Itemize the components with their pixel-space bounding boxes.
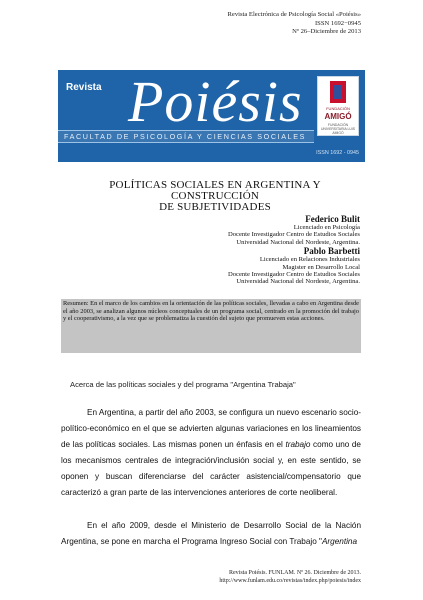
abstract-box	[61, 299, 361, 353]
footer-citation: Revista Poiésis. FUNLAM. Nº 26. Diciembre de 2013.	[228, 570, 361, 576]
page-footer	[219, 570, 361, 585]
footer-url[interactable]: http://www.funlam.edu.co/revistas/index.php/poiesis/index	[219, 577, 361, 584]
amigo-logo	[317, 76, 359, 136]
banner-faculty-text: FACULTAD DE PSICOLOGÍA Y CIENCIAS SOCIALES	[64, 132, 307, 141]
body-paragraph	[61, 518, 361, 550]
banner-logo-text: Poiésis	[128, 70, 303, 134]
author-name: Federico Bulit	[305, 214, 360, 224]
author-affiliation: Universidad Nacional del Nordeste, Argentina.	[236, 238, 360, 246]
abstract-label: Resumen:	[63, 300, 89, 307]
abstract-text: En el marco de los cambios en la orientación de las políticas sociales, llevadas a cabo en Argentina desde el año 2003, se analizan algunos núcleos conceptuales de un programa social, centrado en la promoción del trabajo y el cooperativismo, a la vez que se problematiza la cuestión del sujeto que promueven estas acciones.	[63, 300, 359, 323]
journal-name: Revista Electrónica de Psicología Social «Poiésis»	[227, 11, 361, 18]
article-title-line1: POLÍTICAS SOCIALES EN ARGENTINA Y CONSTRUCCIÓN	[109, 179, 321, 202]
author-affiliation: Docente Investigador Centro de Estudios Sociales	[227, 271, 360, 279]
journal-issn: ISSN 1692−0945	[314, 19, 361, 27]
article-title-line2: DE SUBJETIVIDADES	[159, 201, 271, 213]
banner-revista: Revista	[66, 82, 102, 93]
author-affiliation: Licenciado en Relaciones Industriales	[259, 256, 360, 264]
author-affiliation: Universidad Nacional del Nordeste, Argentina.	[236, 278, 360, 286]
journal-header	[228, 11, 362, 37]
body-paragraph	[61, 405, 361, 501]
body-emphasis: trabajo	[285, 440, 311, 449]
author-name: Pablo Barbetti	[303, 246, 360, 257]
body-text: En Argentina, a partir del año 2003, se configura un nuevo escenario socio-político-económico en el que se advierten algunas variaciones en los lineamientos de las políticas sociales. Las mismas ponen un énfasis en el	[61, 408, 361, 449]
body-text: como uno de los mecanismos centrales de integración/inclusión social y, en este sentido, se oponen y buscan diferenciarse del carácter asistencial/compensatorio que caracterizó a gran parte de las intervenciones anteriores de corte neoliberal.	[61, 440, 361, 497]
section-heading: Acerca de las políticas sociales y del programa "Argentina Trabaja"	[70, 380, 296, 389]
banner-faculty-strip	[58, 130, 314, 143]
body-text: En el año 2009, desde el Ministerio de Desarrollo Social de la Nación Argentina, se pone en marcha el Programa Ingreso Social con Trabajo "	[61, 521, 361, 546]
author-affiliation: Licenciado en Psicología	[293, 224, 360, 231]
body-emphasis: Argentina	[321, 537, 358, 546]
author-affiliation: Magister en Desarrollo Local	[282, 263, 360, 271]
author-block	[120, 214, 360, 286]
amigo-logo-sub: FUNDACIÓN	[326, 106, 350, 111]
journal-banner	[58, 70, 365, 162]
banner-issn: ISSN 1692 - 0945	[316, 150, 359, 156]
amigo-shield-icon	[330, 81, 346, 103]
author-affiliation: Docente Investigador Centro de Estudios Sociales	[227, 231, 360, 239]
amigo-logo-name: AMIGÓ	[324, 112, 352, 121]
journal-issue: Nº 26–Diciembre de 2013	[292, 28, 361, 36]
amigo-logo-tag: FUNDACIÓN UNIVERSITARIA LUIS AMIGÓ	[320, 123, 356, 135]
article-title	[85, 180, 345, 213]
